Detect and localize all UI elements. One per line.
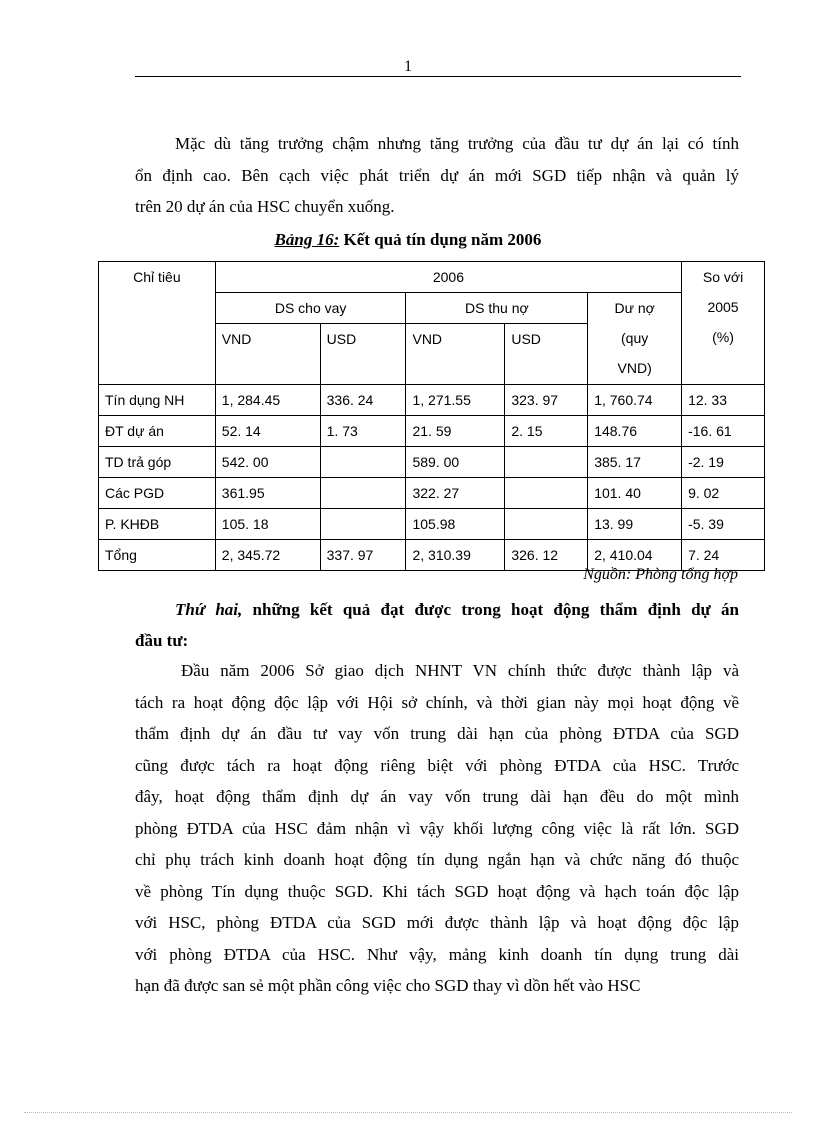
cell-outstanding: 1, 760.74	[588, 385, 682, 416]
header-criteria: Chỉ tiêu	[99, 262, 216, 385]
header-outstanding-line-3: VND)	[617, 360, 652, 376]
body-line-8: về phòng Tín dụng thuộc SGD. Khi tách SGD hoạt động và hạch toán độc lập	[135, 881, 739, 901]
cell-loan-usd: 337. 97	[320, 540, 406, 571]
body-line-4: cũng được tách ra hoạt động riêng biệt với phòng ĐTDA của HSC. Trước	[135, 755, 739, 775]
body-line-1: Đầu năm 2006 Sở giao dịch NHNT VN chính thức được thành lập và	[181, 661, 739, 680]
section-heading-line-2: đầu tư:	[135, 631, 189, 650]
table-row	[99, 385, 765, 416]
table-source: Nguồn: Phòng tổng hợp	[583, 566, 738, 583]
cell-compare: -2. 19	[682, 447, 765, 478]
table-row	[99, 478, 765, 509]
cell-loan-usd: 1. 73	[320, 416, 406, 447]
header-compare-line-1: So với	[702, 269, 744, 285]
cell-compare: 9. 02	[682, 478, 765, 509]
cell-compare: -16. 61	[682, 416, 765, 447]
header-outstanding-line-2: (quy	[621, 330, 649, 346]
cell-outstanding: 148.76	[588, 416, 682, 447]
cell-outstanding: 385. 17	[588, 447, 682, 478]
intro-paragraph	[135, 128, 739, 223]
cell-loan-vnd: 1, 284.45	[215, 385, 320, 416]
cell-collect-usd: 2. 15	[505, 416, 588, 447]
body-line-10: với phòng ĐTDA của HSC. Như vậy, mảng kinh doanh tín dụng trung dài	[135, 944, 739, 964]
cell-collect-usd: 323. 97	[505, 385, 588, 416]
row-label: Tín dụng NH	[99, 385, 216, 416]
row-label: TD trả góp	[99, 447, 216, 478]
page-bottom-border	[24, 1112, 792, 1113]
cell-loan-vnd: 52. 14	[215, 416, 320, 447]
cell-loan-usd	[320, 447, 406, 478]
section-heading-rest: những kết quả đạt được trong hoạt động thẩm định dự án	[242, 600, 739, 619]
header-compare	[682, 262, 765, 385]
cell-collect-vnd: 2, 310.39	[406, 540, 505, 571]
cell-outstanding: 101. 40	[588, 478, 682, 509]
cell-compare: -5. 39	[682, 509, 765, 540]
body-line-3: thẩm định dự án đầu tư vay vốn trung dài hạn của phòng ĐTDA của SGD	[135, 724, 739, 743]
intro-line-1: Mặc dù tăng trưởng chậm nhưng tăng trưởng của đầu tư dự án lại có tính	[175, 134, 739, 153]
cell-collect-usd	[505, 447, 588, 478]
header-collect: DS thu nợ	[406, 293, 588, 324]
body-line-2: tách ra hoạt động độc lập với Hội sở chính, và thời gian này mọi hoạt động về	[135, 692, 739, 712]
header-compare-line-2: 2005	[707, 299, 739, 315]
body-line-6: phòng ĐTDA của HSC đảm nhận vì vậy khối lượng công việc là rất lớn. SGD	[135, 818, 739, 838]
row-label: Các PGD	[99, 478, 216, 509]
cell-loan-usd	[320, 478, 406, 509]
cell-collect-usd: 326. 12	[505, 540, 588, 571]
cell-collect-vnd: 322. 27	[406, 478, 505, 509]
body-line-7: chỉ phụ trách kinh doanh hoạt động tín dụng ngắn hạn và chức năng đó thuộc	[135, 850, 739, 869]
page-number: 1	[404, 58, 412, 75]
cell-outstanding: 13. 99	[588, 509, 682, 540]
header-outstanding	[588, 293, 682, 385]
cell-collect-usd	[505, 478, 588, 509]
cell-loan-usd: 336. 24	[320, 385, 406, 416]
body-line-11: hạn đã được san sẻ một phần công việc cho SGD thay vì dồn hết vào HSC	[135, 976, 641, 995]
cell-compare: 7. 24	[682, 540, 765, 571]
section-heading	[135, 594, 739, 656]
cell-loan-vnd: 361.95	[215, 478, 320, 509]
header-collect-usd: USD	[505, 324, 588, 385]
body-line-9: với HSC, phòng ĐTDA của SGD mới được thành lập và hoạt động độc lập	[135, 913, 739, 932]
section-heading-line-1	[135, 594, 739, 625]
header-rule	[135, 76, 741, 77]
cell-loan-vnd: 2, 345.72	[215, 540, 320, 571]
table-row	[99, 447, 765, 478]
credit-results-table	[98, 261, 765, 571]
intro-line-2: ổn định cao. Bên cạch việc phát triển dự án mới SGD tiếp nhận và quản lý	[135, 165, 739, 185]
cell-collect-vnd: 105.98	[406, 509, 505, 540]
header-compare-line-3: (%)	[712, 329, 734, 345]
cell-collect-vnd: 1, 271.55	[406, 385, 505, 416]
header-loan-usd: USD	[320, 324, 406, 385]
table-caption-text: Kết quả tín dụng năm 2006	[339, 230, 542, 249]
header-collect-vnd: VND	[406, 324, 505, 385]
cell-loan-vnd: 105. 18	[215, 509, 320, 540]
intro-line-3: trên 20 dự án của HSC chuyển xuống.	[135, 197, 395, 216]
table-row	[99, 416, 765, 447]
row-label: ĐT dự án	[99, 416, 216, 447]
table-row	[99, 509, 765, 540]
cell-collect-usd	[505, 509, 588, 540]
row-label: Tổng	[99, 540, 216, 571]
cell-collect-vnd: 21. 59	[406, 416, 505, 447]
header-outstanding-line-1: Dư nợ	[614, 300, 655, 316]
body-line-5: đây, hoạt động thẩm định dự án vay vốn trung dài hạn đều do một mình	[135, 787, 739, 806]
cell-loan-usd	[320, 509, 406, 540]
table-caption-label: Bảng 16:	[274, 230, 340, 249]
row-label: P. KHĐB	[99, 509, 216, 540]
section-heading-emphasis: Thứ hai,	[175, 600, 243, 619]
header-year: 2006	[215, 262, 681, 293]
cell-loan-vnd: 542. 00	[215, 447, 320, 478]
body-paragraph	[135, 655, 739, 1002]
header-loan: DS cho vay	[215, 293, 406, 324]
cell-collect-vnd: 589. 00	[406, 447, 505, 478]
table-caption	[0, 230, 816, 250]
header-loan-vnd: VND	[215, 324, 320, 385]
cell-outstanding: 2, 410.04	[588, 540, 682, 571]
cell-compare: 12. 33	[682, 385, 765, 416]
